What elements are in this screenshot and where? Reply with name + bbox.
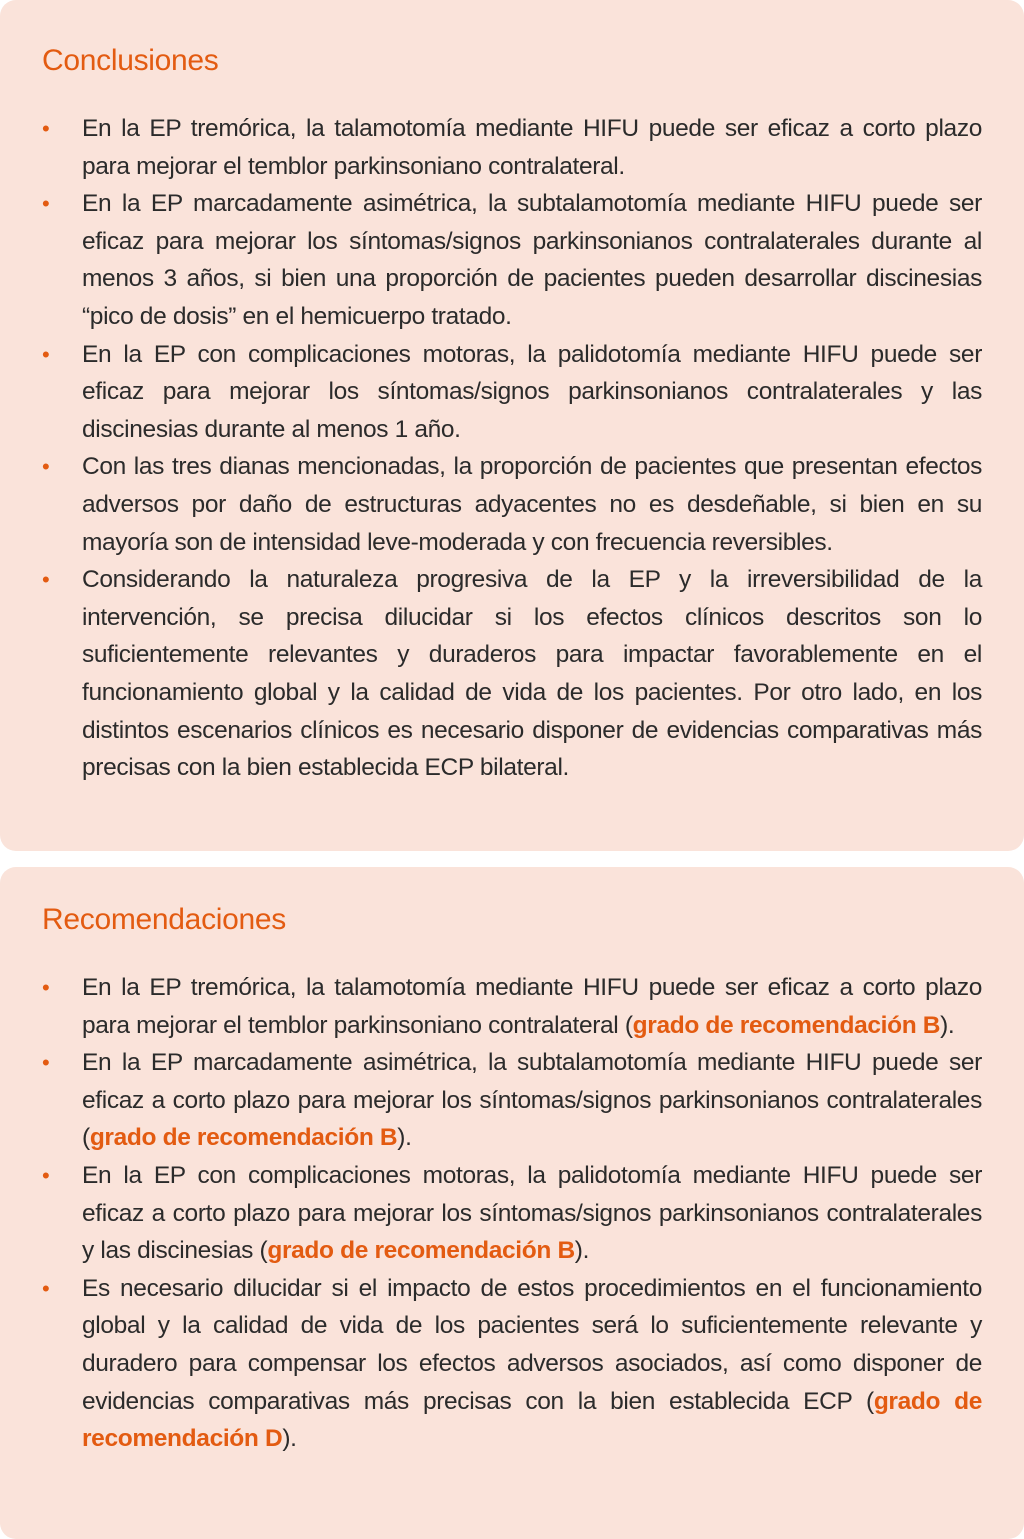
conclusions-title: Conclusiones: [42, 44, 219, 77]
conclusion-text: En la EP marcadamente asimétrica, la subtalamotomía mediante HIFU puede ser eficaz para mejorar los síntomas/signos parkinsonianos contralaterales durante al menos 3 años, si bien una proporción de pacientes pueden desarrollar discinesias “pico de dosis” en el hemicuerpo tratado.: [82, 190, 982, 330]
bullet-icon: •: [42, 454, 50, 480]
recommendations-list: [42, 969, 982, 1458]
recommendation-item: [42, 969, 982, 1044]
recommendation-text: En la EP marcadamente asimétrica, la subtalamotomía mediante HIFU puede ser eficaz a corto plazo para mejorar los síntomas/signos parkinsonianos contralaterales (: [82, 1049, 982, 1152]
recommendation-text: En la EP con complicaciones motoras, la palidotomía mediante HIFU puede ser eficaz a corto plazo para mejorar los síntomas/signos parkinsonianos contralaterales y las discinesias (: [82, 1161, 982, 1265]
conclusion-item: [42, 336, 982, 449]
recommendations-title: Recomendaciones: [42, 903, 286, 936]
conclusion-item: [42, 110, 982, 185]
bullet-icon: •: [42, 116, 50, 141]
conclusion-item: [42, 448, 982, 561]
recommendation-grade: grado de recomendación B: [89, 1124, 398, 1152]
bullet-icon: •: [42, 1275, 50, 1301]
recommendation-tail: ).: [940, 1011, 955, 1039]
recommendation-item: [42, 1044, 982, 1157]
conclusion-item: [42, 561, 982, 787]
recommendation-text: Es necesario dilucidar si el impacto de estos procedimientos en el funcionamiento global y la calidad de vida de los pacientes será lo suficientemente relevante y duradero para compensar los efectos adversos asociados, así como disponer de evidencias comparativas más precisas con la bien establecida ECP (: [82, 1274, 982, 1415]
recommendation-tail: ).: [397, 1124, 412, 1152]
conclusion-text: Con las tres dianas mencionadas, la proporción de pacientes que presentan efectos adversos por daño de estructuras adyacentes no es desdeñable, si bien en su mayoría son de intensidad leve-moderada y con frecuencia reversibles.: [82, 453, 982, 556]
conclusion-item: [42, 185, 982, 335]
conclusion-text: En la EP tremórica, la talamotomía mediante HIFU puede ser eficaz a corto plazo para mejorar el temblor parkinsoniano contralateral.: [82, 115, 982, 180]
conclusion-text: Considerando la naturaleza progresiva de la EP y la irreversibilidad de la intervención, se precisa dilucidar si los efectos clínicos descritos son lo suficientemente relevantes y duraderos para impactar favorablemente en el funcionamiento global y la calidad de vida de los pacientes. Por otro lado, en los distintos escenarios clínicos es necesario disponer de evidencias comparativas más precisas con la bien establecida ECP bilateral.: [82, 566, 982, 782]
recommendation-item: [42, 1157, 982, 1270]
bullet-icon: •: [42, 975, 50, 1000]
recommendation-tail: ).: [282, 1425, 297, 1453]
bullet-icon: •: [42, 1162, 50, 1188]
bullet-icon: •: [42, 1050, 50, 1076]
conclusions-list: [42, 110, 982, 787]
bullet-icon: •: [42, 567, 50, 593]
recommendation-grade: grado de recomendación B: [267, 1237, 575, 1265]
bullet-icon: •: [42, 191, 50, 217]
recommendation-grade: grado de recomendación B: [632, 1011, 941, 1039]
recommendation-grade: grado de recomendación D: [82, 1387, 982, 1453]
recommendation-item: [42, 1270, 982, 1458]
bullet-icon: •: [42, 341, 50, 367]
recommendation-tail: ).: [574, 1237, 590, 1265]
conclusion-text: En la EP con complicaciones motoras, la palidotomía mediante HIFU puede ser eficaz para mejorar los síntomas/signos parkinsonianos contralaterales y las discinesias durante al menos 1 año.: [82, 340, 982, 443]
recommendations-box: [0, 867, 1024, 1539]
recommendation-text: En la EP tremórica, la talamotomía mediante HIFU puede ser eficaz a corto plazo para mejorar el temblor parkinsoniano contralateral (: [82, 974, 982, 1039]
